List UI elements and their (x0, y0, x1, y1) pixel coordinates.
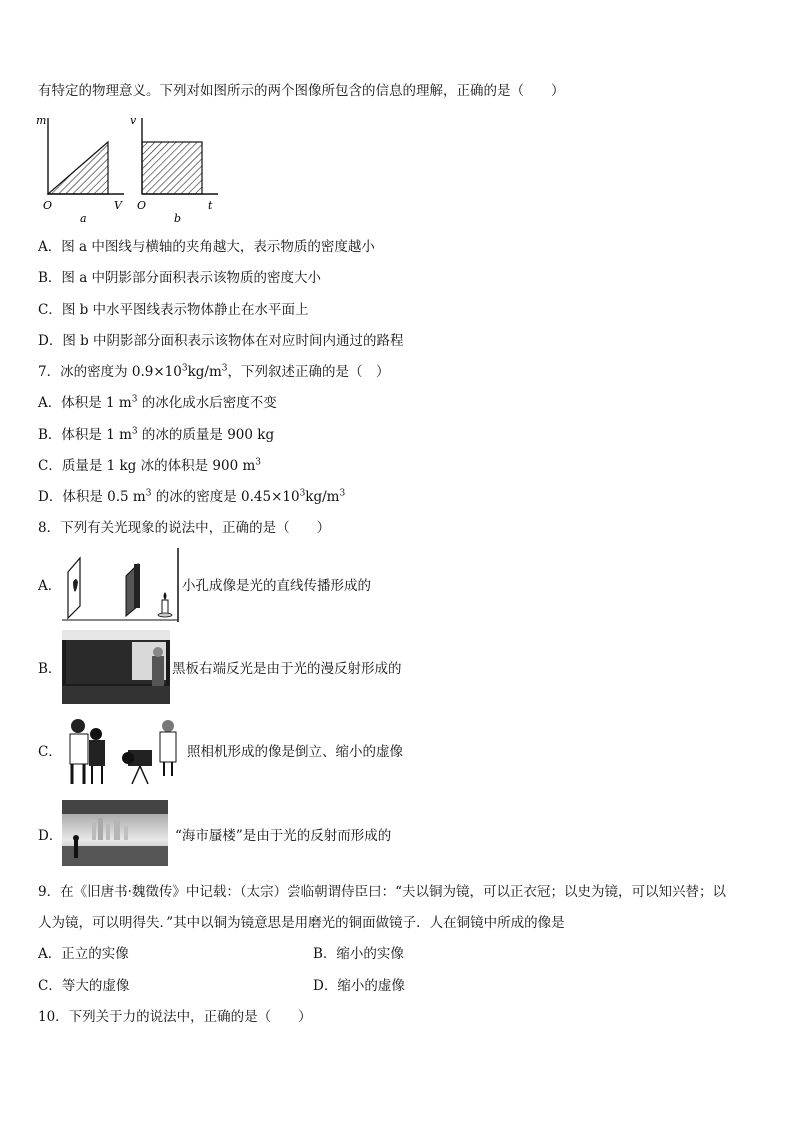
q6-option-c: C．图 b 中水平图线表示物体静止在水平面上 (38, 302, 309, 318)
q8-option-b-label: B． (38, 661, 62, 677)
graph-b-x-label: t (208, 199, 213, 212)
q8-option-d-text: “海市蜃楼”是由于光的反射而形成的 (175, 828, 392, 844)
question-8-stem: 8．下列有关光现象的说法中，正确的是（ ） (38, 520, 331, 536)
question-9-stem-line1: 9．在《旧唐书·魏徵传》中记载：（太宗）尝临朝谓侍臣曰：“夫以铜为镜，可以正衣冠；以史为镜，可以知兴替；以 (38, 884, 727, 900)
q8-option-a-label: A． (38, 578, 62, 594)
q9-option-d: D．缩小的虚像 (313, 978, 405, 994)
q7-option-a: A．体积是 1 $m^3$ 的冰化成水后密度不变 (38, 394, 277, 411)
q6-option-b: B．图 a 中阴影部分面积表示该物质的密度大小 (38, 270, 322, 286)
graph-b-y-label: v (130, 114, 137, 127)
camera-photo-image (62, 714, 186, 788)
q9-option-c: C．等大的虚像 (38, 978, 130, 994)
graph-b-caption: b (174, 212, 182, 224)
question-6-stem: 有特定的物理意义。下列对如图所示的两个图像所包含的信息的理解，正确的是（ ） (38, 83, 565, 99)
q8-option-d-label: D． (38, 828, 63, 844)
question-9-stem-line2: 人为镜，可以明得失．”其中以铜为镜意思是用磨光的铜面做镜子．人在铜镜中所成的像是 (38, 915, 565, 931)
q6-option-d: D．图 b 中阴影部分面积表示该物体在对应时间内通过的路程 (38, 333, 404, 349)
graph-a-y-label: m (36, 114, 47, 127)
graph-b-origin: O (137, 199, 147, 212)
graph-a-shaded-area (48, 142, 108, 194)
q8-option-c-label: C． (38, 744, 62, 760)
mirage-image (62, 800, 168, 866)
q8-option-c-text: 照相机形成的像是倒立、缩小的虚像 (187, 744, 403, 760)
pinhole-camera-image (62, 548, 180, 622)
graph-a-origin: O (43, 199, 53, 212)
blackboard-image (62, 630, 170, 704)
q8-option-a-text: 小孔成像是光的直线传播形成的 (182, 578, 371, 594)
q9-option-a: A．正立的实像 (38, 946, 129, 962)
question-10-stem: 10．下列关于力的说法中，正确的是（ ） (38, 1009, 312, 1025)
q7-option-d: D．体积是 0.5 $m^3$ 的冰的密度是 $0.45\times 10^3kg/m^3$ (38, 488, 346, 505)
question-7-stem: 7．冰的密度为 $0.9\times 10^3kg/m^3$，下列叙述正确的是（ ） (38, 363, 390, 380)
q8-option-b-text: 黑板右端反光是由于光的漫反射形成的 (172, 661, 402, 677)
graph-a (34, 112, 134, 224)
graph-a-x-label: V (114, 199, 122, 212)
graph-a-caption: a (80, 212, 87, 224)
q7-option-b: B．体积是 1 $m^3$ 的冰的质量是 900 kg (38, 426, 275, 443)
graph-b-shaded-area (142, 142, 202, 194)
q9-option-b: B．缩小的实像 (313, 946, 404, 962)
q6-option-a: A．图 a 中图线与横轴的夹角越大，表示物质的密度越小 (38, 239, 375, 255)
q7-option-c: C．质量是 1 kg 冰的体积是 900 $m^3$ (38, 457, 261, 474)
graph-b (128, 112, 228, 224)
